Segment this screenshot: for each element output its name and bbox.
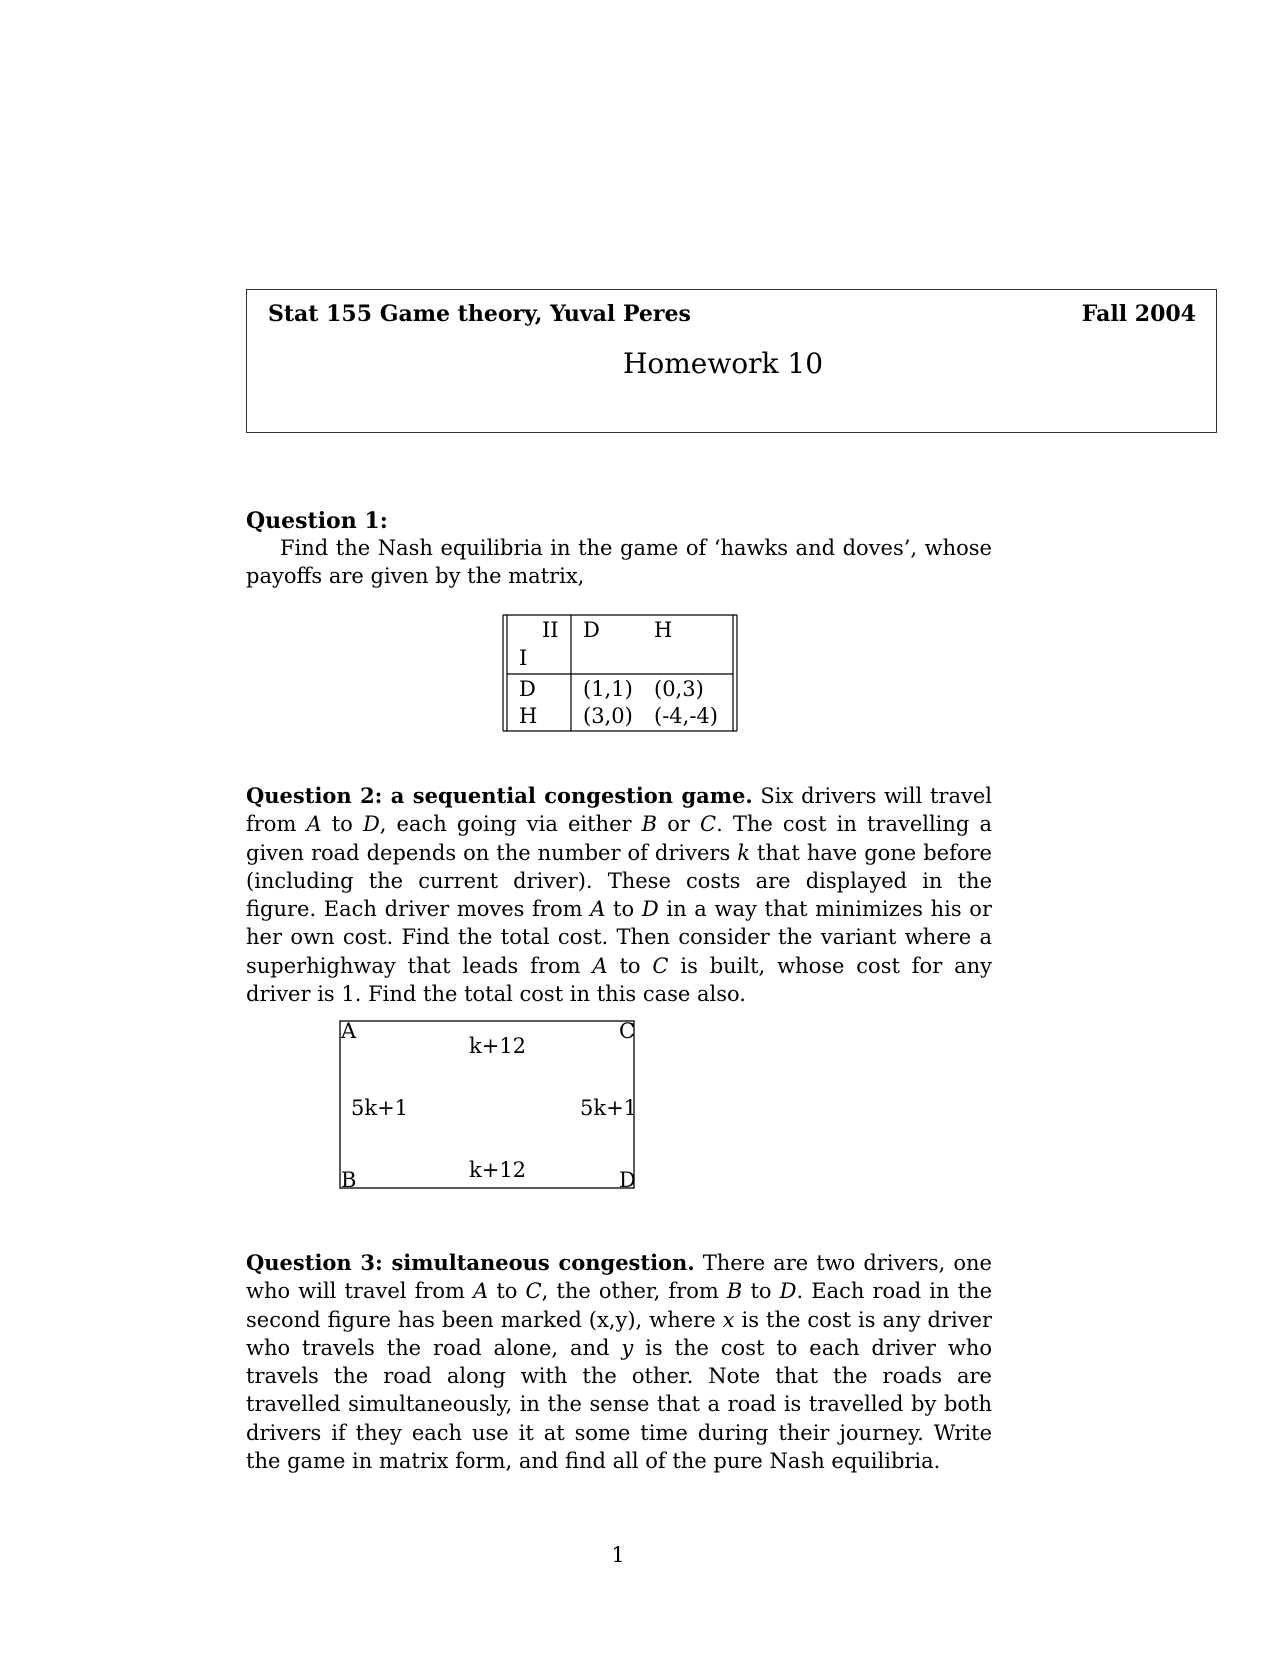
q1-body: Find the Nash equilibria in the game of ‘hawks and doves’, whose payoffs are given by the matrix, bbox=[246, 536, 992, 589]
bottom-road-cost: k+12 bbox=[469, 1158, 527, 1182]
matrix-cell: (-4,-4) bbox=[654, 704, 718, 728]
course-title: Stat 155 Game theory, Yuval Peres bbox=[268, 301, 691, 327]
left-road-cost: 5k+1 bbox=[351, 1096, 409, 1120]
node-b: B bbox=[341, 1168, 357, 1192]
congestion-diagram bbox=[339, 1020, 639, 1198]
matrix-row-label: H bbox=[519, 704, 538, 728]
q1-text bbox=[246, 534, 992, 591]
right-road-cost: 5k+1 bbox=[580, 1096, 638, 1120]
node-a: A bbox=[341, 1020, 357, 1043]
q1-heading: Question 1: bbox=[246, 508, 388, 534]
term: Fall 2004 bbox=[1081, 301, 1196, 327]
q2-heading: Question 2: a sequential congestion game. bbox=[246, 783, 753, 808]
q3-paragraph: Question 3: simultaneous congestion. There are two drivers, one who will travel from A to C, the other, from B to D. Each road in the second figure has been marked (x,y), where x is the cost is any driver who travels the road alone, and y is the cost to each driver who travels the road along with the other. Note that the roads are travelled simultaneously, in the sense that a road is travelled by both drivers if they each use it at some time during their journey. Write the game in matrix form, and find all of the pure Nash equilibria. bbox=[246, 1250, 992, 1474]
matrix-col-label: D bbox=[583, 618, 600, 642]
matrix-cell: (3,0) bbox=[583, 704, 633, 728]
matrix-col-label: H bbox=[654, 618, 673, 642]
payoff-matrix bbox=[502, 614, 740, 732]
q2-paragraph: Question 2: a sequential congestion game. Six drivers will travel from A to D, each going via either B or C. The cost in travelling a given road depends on the number of drivers k that have gone before (including the current driver). These costs are displayed in the figure. Each driver moves from A to D in a way that minimizes his or her own cost. Find the total cost. Then consider the variant where a superhighway that leads from A to C is built, whose cost for any driver is 1. Find the total cost in this case also. bbox=[246, 783, 993, 1007]
node-d: D bbox=[619, 1168, 636, 1192]
top-road-cost: k+12 bbox=[469, 1034, 527, 1058]
q3-heading: Question 3: simultaneous congestion. bbox=[246, 1250, 695, 1275]
node-c: C bbox=[619, 1020, 636, 1043]
matrix-corner-row: I bbox=[519, 646, 528, 670]
homework-title: Homework 10 bbox=[622, 347, 824, 380]
matrix-row-label: D bbox=[519, 677, 536, 701]
page-number: 1 bbox=[611, 1543, 625, 1567]
matrix-corner-col: II bbox=[542, 618, 559, 642]
matrix-cell: (1,1) bbox=[583, 677, 633, 701]
matrix-cell: (0,3) bbox=[654, 677, 704, 701]
